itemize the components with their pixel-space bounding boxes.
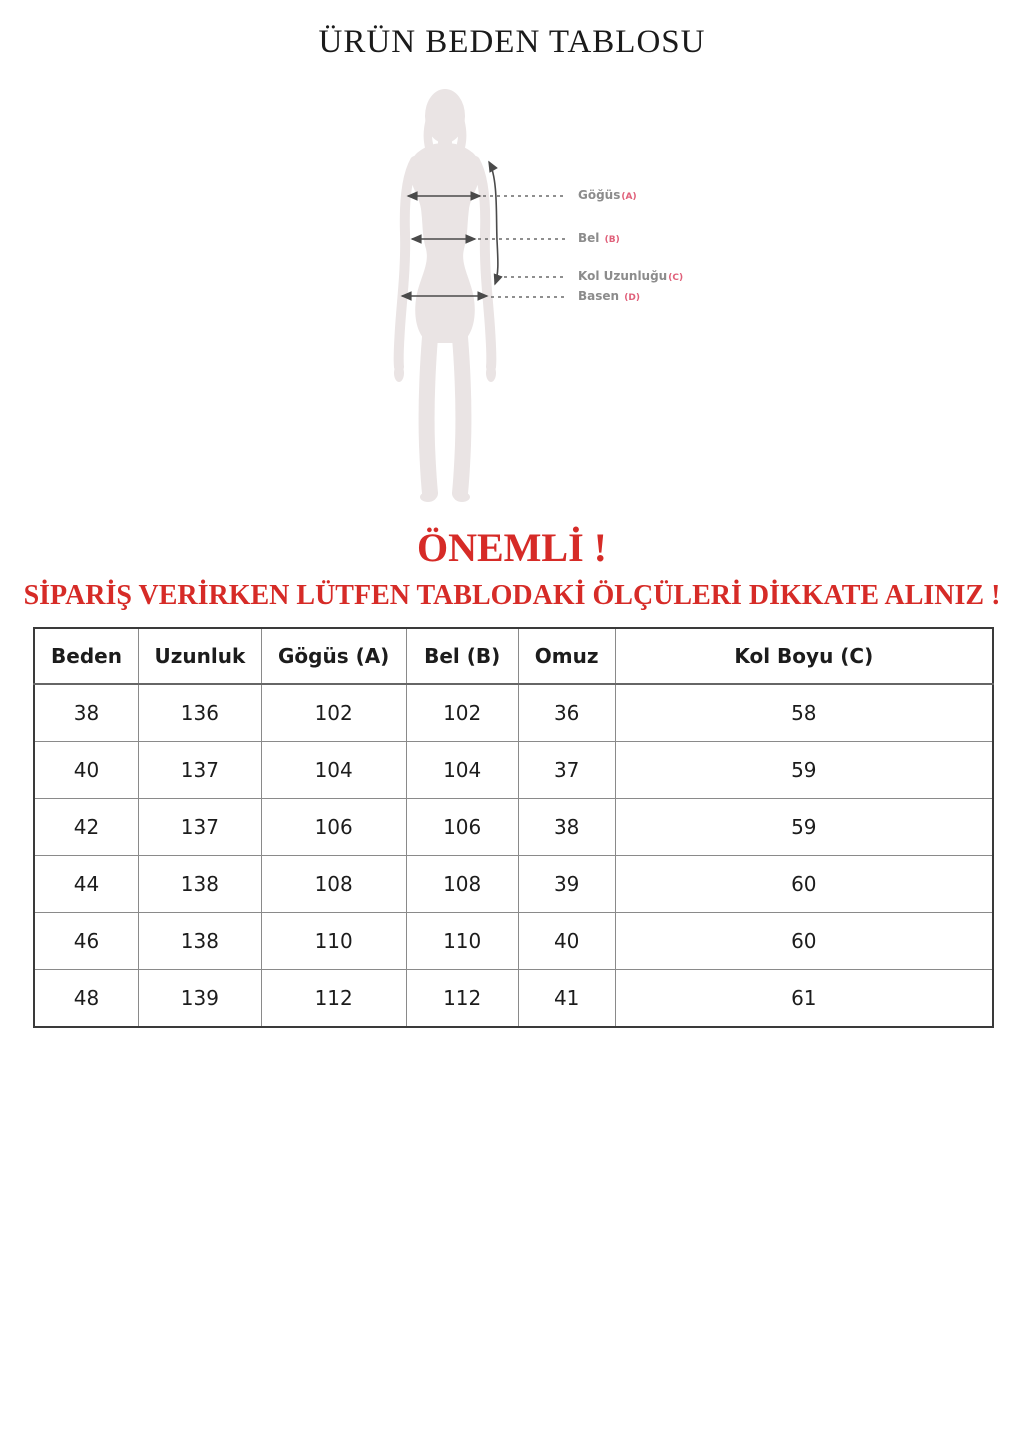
table-cell: 40 [518,913,615,970]
table-cell: 106 [261,799,406,856]
table-cell: 138 [139,913,262,970]
table-cell: 104 [406,742,518,799]
table-row [34,913,993,970]
table-cell: 102 [261,684,406,742]
table-cell: 110 [261,913,406,970]
table-header-row [34,628,993,684]
table-cell: 38 [34,684,139,742]
table-cell: 40 [34,742,139,799]
table-body [34,684,993,1027]
order-warning-text: SİPARİŞ VERİRKEN LÜTFEN TABLODAKİ ÖLÇÜLERİ DİKKATE ALINIZ ! [23,580,1001,611]
table-cell: 59 [615,799,993,856]
table-cell: 102 [406,684,518,742]
important-heading: ÖNEMLİ ! [417,525,607,570]
table-cell: 139 [139,970,262,1028]
table-cell: 136 [139,684,262,742]
letter-c: (C) [668,273,684,283]
label-hip: Basen (D) [578,289,640,303]
table-cell: 37 [518,742,615,799]
table-cell: 41 [518,970,615,1028]
table-header-cell: Uzunluk [139,628,262,684]
table-cell: 108 [261,856,406,913]
table-cell: 106 [406,799,518,856]
table-cell: 59 [615,742,993,799]
table-cell: 137 [139,742,262,799]
table-cell: 42 [34,799,139,856]
table-cell: 48 [34,970,139,1028]
table-cell: 60 [615,856,993,913]
table-cell: 137 [139,799,262,856]
table-header-cell: Omuz [518,628,615,684]
table-cell: 58 [615,684,993,742]
table-header-cell: Beden [34,628,139,684]
table-cell: 138 [139,856,262,913]
table-cell: 108 [406,856,518,913]
table-row [34,970,993,1028]
table-cell: 46 [34,913,139,970]
label-chest: Göğüs(A) [578,188,637,202]
table-cell: 112 [406,970,518,1028]
table-row [34,799,993,856]
measurement-labels [0,0,1024,520]
page-title: ÜRÜN BEDEN TABLOSU [318,24,706,60]
label-waist: Bel (B) [578,231,620,245]
table-cell: 110 [406,913,518,970]
table-cell: 36 [518,684,615,742]
table-row [34,684,993,742]
table-cell: 39 [518,856,615,913]
label-arm-length: Kol Uzunluğu(C) [578,269,684,283]
table-cell: 104 [261,742,406,799]
table-row [34,856,993,913]
letter-a: (A) [621,192,637,202]
table-header-cell: Bel (B) [406,628,518,684]
letter-d: (D) [624,293,640,303]
table-cell: 112 [261,970,406,1028]
table-row [34,742,993,799]
table-header-cell: Kol Boyu (C) [615,628,993,684]
table-cell: 44 [34,856,139,913]
size-table [33,627,994,1028]
table-cell: 38 [518,799,615,856]
table-cell: 61 [615,970,993,1028]
table-header-cell: Gögüs (A) [261,628,406,684]
table-cell: 60 [615,913,993,970]
letter-b: (B) [604,235,620,245]
